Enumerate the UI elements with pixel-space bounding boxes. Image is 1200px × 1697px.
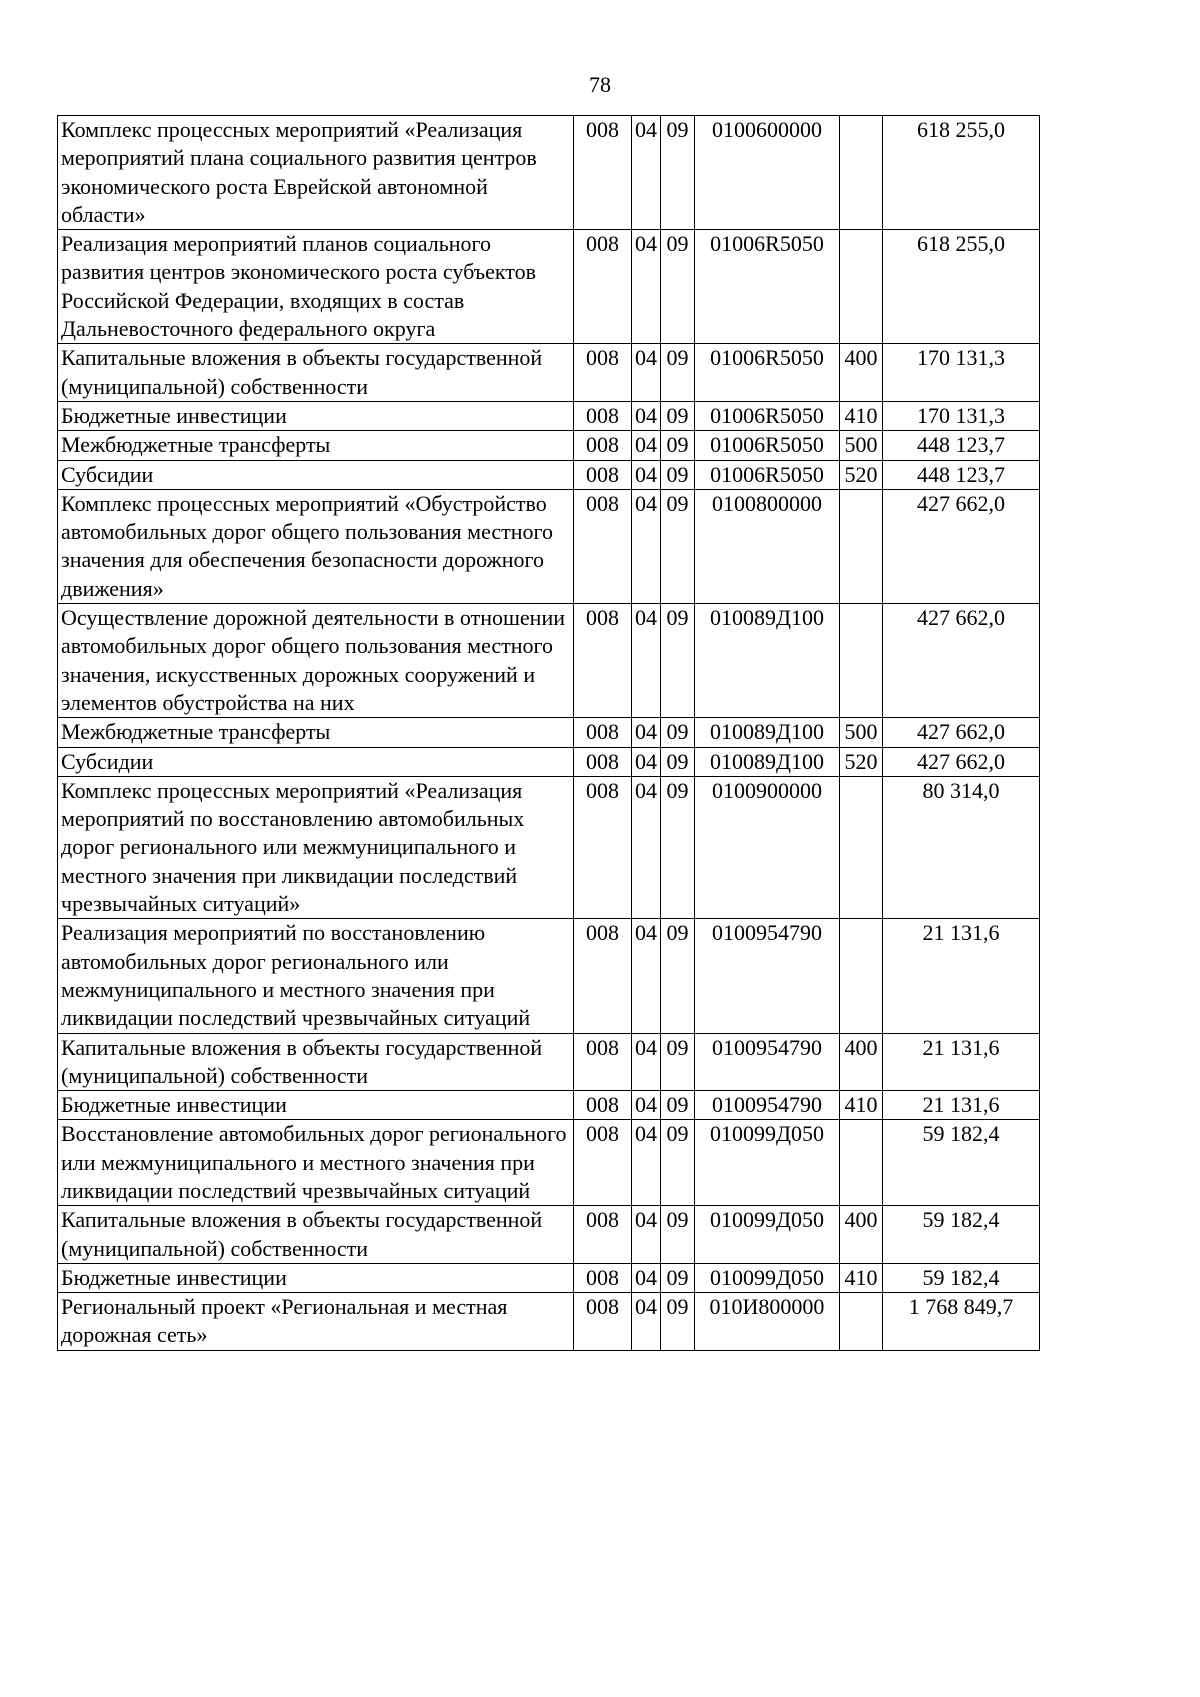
table-row: [58, 604, 1040, 718]
table-row: [58, 344, 1040, 402]
expense-type-cell: 520: [840, 460, 883, 489]
table-row: [58, 460, 1040, 489]
table-row: [58, 431, 1040, 460]
amount-cell: 59 182,4: [883, 1120, 1040, 1206]
row-name-cell: Субсидии: [58, 460, 574, 489]
admin-code-cell: 008: [574, 116, 632, 230]
amount-cell: 427 662,0: [883, 604, 1040, 718]
table-row: [58, 747, 1040, 776]
subsection-code-cell: 09: [661, 747, 695, 776]
section-code-cell: 04: [632, 1206, 661, 1264]
admin-code-cell: 008: [574, 604, 632, 718]
subsection-code-cell: 09: [661, 230, 695, 344]
section-code-cell: 04: [632, 344, 661, 402]
section-code-cell: 04: [632, 919, 661, 1033]
row-name-cell: Бюджетные инвестиции: [58, 401, 574, 430]
section-code-cell: 04: [632, 1120, 661, 1206]
admin-code-cell: 008: [574, 1206, 632, 1264]
expense-type-cell: 520: [840, 747, 883, 776]
amount-cell: 170 131,3: [883, 401, 1040, 430]
admin-code-cell: 008: [574, 489, 632, 603]
section-code-cell: 04: [632, 718, 661, 747]
subsection-code-cell: 09: [661, 401, 695, 430]
amount-cell: 21 131,6: [883, 1033, 1040, 1091]
admin-code-cell: 008: [574, 747, 632, 776]
section-code-cell: 04: [632, 489, 661, 603]
table-row: [58, 230, 1040, 344]
expense-type-cell: 500: [840, 718, 883, 747]
subsection-code-cell: 09: [661, 1263, 695, 1292]
expense-type-cell: 400: [840, 344, 883, 402]
target-article-cell: 010099Д050: [695, 1120, 840, 1206]
section-code-cell: 04: [632, 230, 661, 344]
row-name-cell: Реализация мероприятий планов социального развития центров экономического роста субъектов Российской Федерации, входящих в состав Дальневосточного федерального округа: [58, 230, 574, 344]
table-row: [58, 1263, 1040, 1292]
amount-cell: 170 131,3: [883, 344, 1040, 402]
expense-type-cell: [840, 1120, 883, 1206]
section-code-cell: 04: [632, 116, 661, 230]
subsection-code-cell: 09: [661, 1120, 695, 1206]
expense-type-cell: 500: [840, 431, 883, 460]
row-name-cell: Межбюджетные трансферты: [58, 718, 574, 747]
section-code-cell: 04: [632, 1293, 661, 1351]
amount-cell: 448 123,7: [883, 460, 1040, 489]
target-article-cell: 010099Д050: [695, 1206, 840, 1264]
section-code-cell: 04: [632, 460, 661, 489]
row-name-cell: Межбюджетные трансферты: [58, 431, 574, 460]
expense-type-cell: [840, 604, 883, 718]
budget-table: [57, 115, 1040, 1351]
subsection-code-cell: 09: [661, 1206, 695, 1264]
subsection-code-cell: 09: [661, 1091, 695, 1120]
subsection-code-cell: 09: [661, 718, 695, 747]
row-name-cell: Капитальные вложения в объекты государственной (муниципальной) собственности: [58, 344, 574, 402]
expense-type-cell: 410: [840, 401, 883, 430]
subsection-code-cell: 09: [661, 776, 695, 918]
amount-cell: 618 255,0: [883, 230, 1040, 344]
section-code-cell: 04: [632, 401, 661, 430]
target-article-cell: 01006R5050: [695, 344, 840, 402]
expense-type-cell: [840, 776, 883, 918]
row-name-cell: Бюджетные инвестиции: [58, 1091, 574, 1120]
target-article-cell: 010089Д100: [695, 718, 840, 747]
row-name-cell: Субсидии: [58, 747, 574, 776]
section-code-cell: 04: [632, 1091, 661, 1120]
expense-type-cell: 410: [840, 1263, 883, 1292]
target-article-cell: 010089Д100: [695, 747, 840, 776]
subsection-code-cell: 09: [661, 1033, 695, 1091]
amount-cell: 618 255,0: [883, 116, 1040, 230]
section-code-cell: 04: [632, 604, 661, 718]
subsection-code-cell: 09: [661, 919, 695, 1033]
amount-cell: 427 662,0: [883, 747, 1040, 776]
amount-cell: 1 768 849,7: [883, 1293, 1040, 1351]
row-name-cell: Восстановление автомобильных дорог регионального или межмуниципального и местного значения при ликвидации последствий чрезвычайных ситуаций: [58, 1120, 574, 1206]
expense-type-cell: 400: [840, 1033, 883, 1091]
section-code-cell: 04: [632, 1263, 661, 1292]
subsection-code-cell: 09: [661, 344, 695, 402]
subsection-code-cell: 09: [661, 489, 695, 603]
row-name-cell: Комплекс процессных мероприятий «Реализация мероприятий плана социального развития центров экономического роста Еврейской автономной области»: [58, 116, 574, 230]
target-article-cell: 01006R5050: [695, 460, 840, 489]
target-article-cell: 010089Д100: [695, 604, 840, 718]
table-row: [58, 489, 1040, 603]
target-article-cell: 010И800000: [695, 1293, 840, 1351]
section-code-cell: 04: [632, 431, 661, 460]
admin-code-cell: 008: [574, 776, 632, 918]
expense-type-cell: [840, 1293, 883, 1351]
table-row: [58, 919, 1040, 1033]
amount-cell: 448 123,7: [883, 431, 1040, 460]
table-row: [58, 1120, 1040, 1206]
table-body: [58, 116, 1040, 1351]
admin-code-cell: 008: [574, 344, 632, 402]
subsection-code-cell: 09: [661, 460, 695, 489]
expense-type-cell: [840, 116, 883, 230]
section-code-cell: 04: [632, 747, 661, 776]
admin-code-cell: 008: [574, 1033, 632, 1091]
expense-type-cell: [840, 919, 883, 1033]
row-name-cell: Реализация мероприятий по восстановлению автомобильных дорог регионального или межмуниципального и местного значения при ликвидации последствий чрезвычайных ситуаций: [58, 919, 574, 1033]
section-code-cell: 04: [632, 776, 661, 918]
target-article-cell: 0100954790: [695, 919, 840, 1033]
expense-type-cell: [840, 489, 883, 603]
table-row: [58, 718, 1040, 747]
admin-code-cell: 008: [574, 431, 632, 460]
subsection-code-cell: 09: [661, 604, 695, 718]
row-name-cell: Осуществление дорожной деятельности в отношении автомобильных дорог общего пользования местного значения, искусственных дорожных сооружений и элементов обустройства на них: [58, 604, 574, 718]
expense-type-cell: 410: [840, 1091, 883, 1120]
target-article-cell: 010099Д050: [695, 1263, 840, 1292]
admin-code-cell: 008: [574, 230, 632, 344]
admin-code-cell: 008: [574, 460, 632, 489]
target-article-cell: 0100954790: [695, 1033, 840, 1091]
table-row: [58, 116, 1040, 230]
amount-cell: 59 182,4: [883, 1206, 1040, 1264]
target-article-cell: 01006R5050: [695, 431, 840, 460]
amount-cell: 427 662,0: [883, 489, 1040, 603]
amount-cell: 80 314,0: [883, 776, 1040, 918]
row-name-cell: Региональный проект «Региональная и местная дорожная сеть»: [58, 1293, 574, 1351]
amount-cell: 59 182,4: [883, 1263, 1040, 1292]
expense-type-cell: [840, 230, 883, 344]
target-article-cell: 0100600000: [695, 116, 840, 230]
admin-code-cell: 008: [574, 1120, 632, 1206]
expense-type-cell: 400: [840, 1206, 883, 1264]
table-row: [58, 1091, 1040, 1120]
amount-cell: 21 131,6: [883, 1091, 1040, 1120]
table-row: [58, 1206, 1040, 1264]
target-article-cell: 0100900000: [695, 776, 840, 918]
admin-code-cell: 008: [574, 401, 632, 430]
table-row: [58, 1293, 1040, 1351]
subsection-code-cell: 09: [661, 1293, 695, 1351]
target-article-cell: 01006R5050: [695, 401, 840, 430]
admin-code-cell: 008: [574, 1293, 632, 1351]
target-article-cell: 0100954790: [695, 1091, 840, 1120]
table-row: [58, 776, 1040, 918]
admin-code-cell: 008: [574, 919, 632, 1033]
admin-code-cell: 008: [574, 718, 632, 747]
amount-cell: 427 662,0: [883, 718, 1040, 747]
row-name-cell: Комплекс процессных мероприятий «Обустройство автомобильных дорог общего пользования местного значения для обеспечения безопасности дорожного движения»: [58, 489, 574, 603]
row-name-cell: Комплекс процессных мероприятий «Реализация мероприятий по восстановлению автомобильных дорог регионального или межмуниципального и местного значения при ликвидации последствий чрезвычайных ситуаций»: [58, 776, 574, 918]
table-row: [58, 1033, 1040, 1091]
table-row: [58, 401, 1040, 430]
admin-code-cell: 008: [574, 1263, 632, 1292]
row-name-cell: Капитальные вложения в объекты государственной (муниципальной) собственности: [58, 1033, 574, 1091]
target-article-cell: 01006R5050: [695, 230, 840, 344]
subsection-code-cell: 09: [661, 431, 695, 460]
subsection-code-cell: 09: [661, 116, 695, 230]
amount-cell: 21 131,6: [883, 919, 1040, 1033]
row-name-cell: Капитальные вложения в объекты государственной (муниципальной) собственности: [58, 1206, 574, 1264]
row-name-cell: Бюджетные инвестиции: [58, 1263, 574, 1292]
admin-code-cell: 008: [574, 1091, 632, 1120]
target-article-cell: 0100800000: [695, 489, 840, 603]
section-code-cell: 04: [632, 1033, 661, 1091]
page-number: 78: [589, 72, 611, 97]
